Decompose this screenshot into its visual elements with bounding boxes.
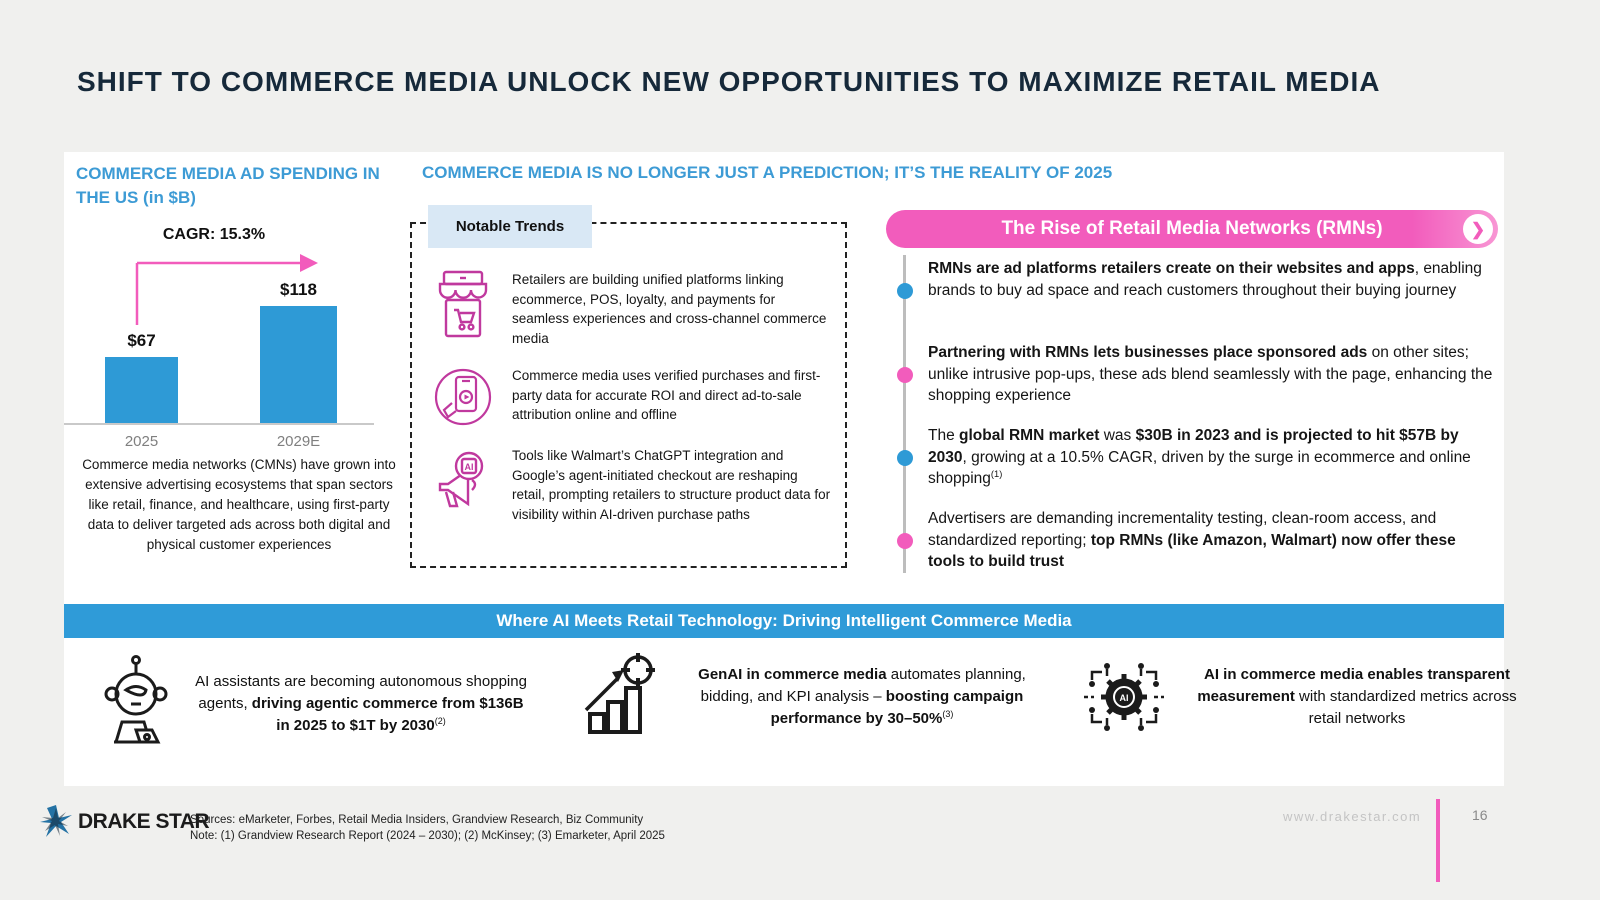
growth-target-icon xyxy=(579,652,663,742)
trend-item xyxy=(432,364,832,430)
bullet-dot-pink xyxy=(897,533,913,549)
chevron-right-icon: ❯ xyxy=(1470,219,1486,239)
website-url: www.drakestar.com xyxy=(1283,809,1422,824)
x-axis-label-2029e: 2029E xyxy=(276,433,321,450)
ai-chip-icon xyxy=(1082,652,1166,742)
rmn-bullet: The global RMN market was $30B in 2023 and is projected to hit $57B by 2030, growing at a 10.5% CAGR, driven by the surge in ecommerce and online shopping$^{(1)}$ xyxy=(928,427,1471,488)
logo-text: DRAKE STAR xyxy=(78,810,210,833)
content-panel xyxy=(64,152,1517,786)
feature-text: AI assistants are becoming autonomous shopping agents, driving agentic commerce from $136B in 2025 to $1T by 2030$^{(2)}$ xyxy=(195,673,527,734)
svg-text:AI: AI xyxy=(1119,693,1129,703)
storefront-cart-icon xyxy=(432,268,494,340)
rmn-bullet: RMNs are ad platforms retailers create on their websites and apps, enabling brands to buy ad space and reach customers throughout their buying journey xyxy=(928,260,1482,299)
rmn-banner-title: The Rise of Retail Media Networks (RMNs) xyxy=(1001,218,1383,239)
sources-note xyxy=(190,813,665,844)
ai-banner xyxy=(64,604,1504,638)
rmn-bullet: Advertisers are demanding incrementality testing, clean-room access, and standardized reporting; top RMNs (like Amazon, Walmart) now offer these tools to build trust xyxy=(928,510,1456,571)
notable-trends-label: Notable Trends xyxy=(428,205,592,248)
bar-value-2025: $67 xyxy=(127,331,156,350)
x-axis-label-2025: 2025 xyxy=(124,433,159,450)
bullet-timeline xyxy=(903,255,906,573)
ai-banner-title: Where AI Meets Retail Technology: Driving Intelligent Commerce Media xyxy=(496,611,1072,630)
robot-icon xyxy=(92,652,176,756)
note-line: Note: (1) Grandview Research Report (2024 – 2030); (2) McKinsey; (3) Emarketer, April 2025 xyxy=(190,829,665,842)
trend-text: Tools like Walmart’s ChatGPT integration and Google’s agent-initiated checkout are reshaping retail, prompting retailers to structure product data for visibility within AI-driven purchase paths xyxy=(512,448,831,523)
bar-chart xyxy=(64,225,374,450)
mobile-payment-icon xyxy=(432,364,494,430)
bar-2029e xyxy=(260,223,337,423)
bullet-dot-blue xyxy=(897,450,913,466)
bar-rect-2029e xyxy=(260,306,337,423)
trend-text: Commerce media uses verified purchases and first-party data for accurate ROI and direct ad-to-sale attribution online and offline xyxy=(512,368,821,423)
ai-megaphone-icon xyxy=(432,444,494,520)
bar-value-2029e: $118 xyxy=(280,280,317,299)
rmn-bullet: Partnering with RMNs lets businesses place sponsored ads on other sites; unlike intrusive pop-ups, these ads blend seamlessly with the page, enhancing the shopping experience xyxy=(928,344,1493,405)
trend-item xyxy=(432,444,832,525)
bar-2025 xyxy=(105,223,178,423)
feature-item xyxy=(1082,652,1534,742)
drake-star-logo xyxy=(38,804,209,840)
rmn-banner xyxy=(886,210,1498,248)
feature-text: AI in commerce media enables transparent measurement with standardized metrics across retail networks xyxy=(1197,666,1517,727)
trend-item xyxy=(432,268,832,349)
feature-item xyxy=(579,652,1047,742)
feature-item xyxy=(92,652,532,756)
page-number: 16 xyxy=(1472,807,1488,823)
chart-title: COMMERCE MEDIA AD SPENDING IN THE US (in $B) xyxy=(76,164,380,207)
section-header: COMMERCE MEDIA IS NO LONGER JUST A PREDICTION; IT’S THE REALITY OF 2025 xyxy=(422,163,1113,182)
next-chevron-button[interactable] xyxy=(1463,214,1493,244)
page-title: SHIFT TO COMMERCE MEDIA UNLOCK NEW OPPORTUNITIES TO MAXIMIZE RETAIL MEDIA xyxy=(77,66,1381,97)
cagr-annotation: CAGR: 15.3% xyxy=(162,226,266,243)
star-icon xyxy=(38,804,74,840)
chart-description: Commerce media networks (CMNs) have grown into extensive advertising ecosystems that span sectors like retail, finance, and healthcare, using first-party data to deliver targeted ads across both digital and physical customer experiences xyxy=(82,457,396,552)
bullet-dot-pink xyxy=(897,367,913,383)
trend-text: Retailers are building unified platforms linking ecommerce, POS, loyalty, and payments for seamless experiences and cross-channel commerce media xyxy=(512,272,827,347)
sources-line: Sources: eMarketer, Forbes, Retail Media Insiders, Grandview Research, Biz Community xyxy=(190,814,644,826)
bullet-dot-blue xyxy=(897,283,913,299)
bar-rect-2025 xyxy=(105,357,178,423)
feature-text: GenAI in commerce media automates planning, bidding, and KPI analysis – boosting campaign performance by 30–50%$^{(3)}$ xyxy=(698,666,1026,727)
footer-divider xyxy=(1436,799,1440,882)
svg-text:AI: AI xyxy=(464,462,474,472)
